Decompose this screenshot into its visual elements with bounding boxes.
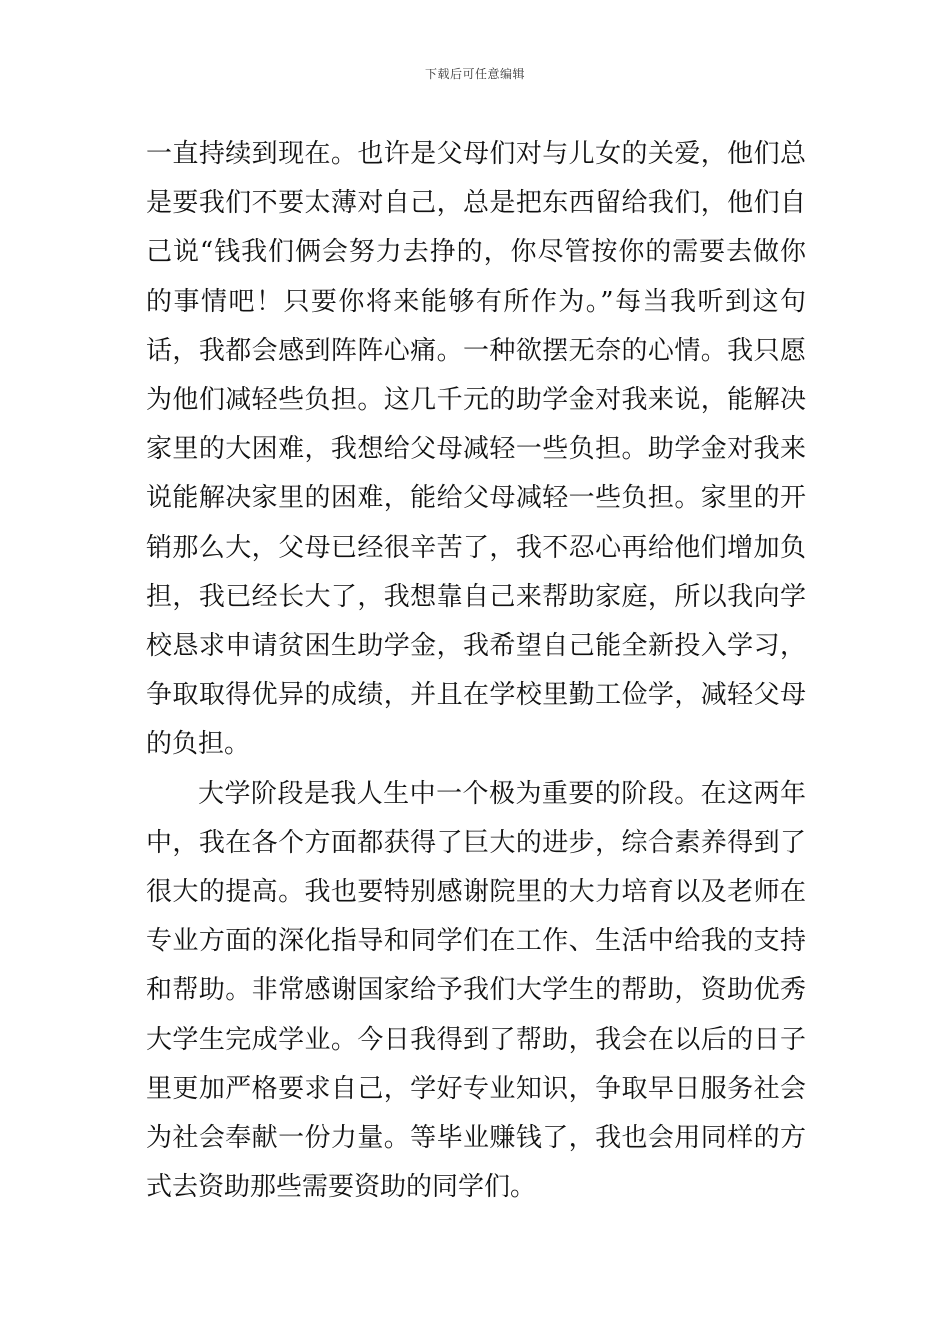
document-body <box>146 130 806 1212</box>
paragraph-university-stage: 大学阶段是我人生中一个极为重要的阶段。在这两年中，我在各个方面都获得了巨大的进步，综合素养得到了很大的提高。我也要特别感谢院里的大力培育以及老师在专业方面的深化指导和同学们在工作、生活中给我的支持和帮助。非常感谢国家给予我们大学生的帮助，资助优秀大学生完成学业。今日我得到了帮助，我会在以后的日子里更加严格要求自己，学好专业知识，争取早日服务社会为社会奉献一份力量。等毕业赚钱了，我也会用同样的方式去资助那些需要资助的同学们。 <box>146 778 806 1203</box>
paragraph-continued: 一直持续到现在。也许是父母们对与儿女的关爱，他们总是要我们不要太薄对自己，总是把东西留给我们，他们自己说“钱我们俩会努力去挣的，你尽管按你的需要去做你的事情吧！只要你将来能够有所作为。”每当我听到这句话，我都会感到阵阵心痛。一种欲摆无奈的心情。我只愿为他们减轻些负担。这几千元的助学金对我来说，能解决家里的大困难，我想给父母减轻一些负担。助学金对我来说能解决家里的困难，能给父母减轻一些负担。家里的开销那么大，父母已经很辛苦了，我不忍心再给他们增加负担，我已经长大了，我想靠自己来帮助家庭，所以我向学校恳求申请贫困生助学金，我希望自己能全新投入学习，争取取得优异的成绩，并且在学校里勤工俭学，减轻父母的负担。 <box>146 139 806 760</box>
page-header-note: 下载后可任意编辑 <box>424 67 525 81</box>
